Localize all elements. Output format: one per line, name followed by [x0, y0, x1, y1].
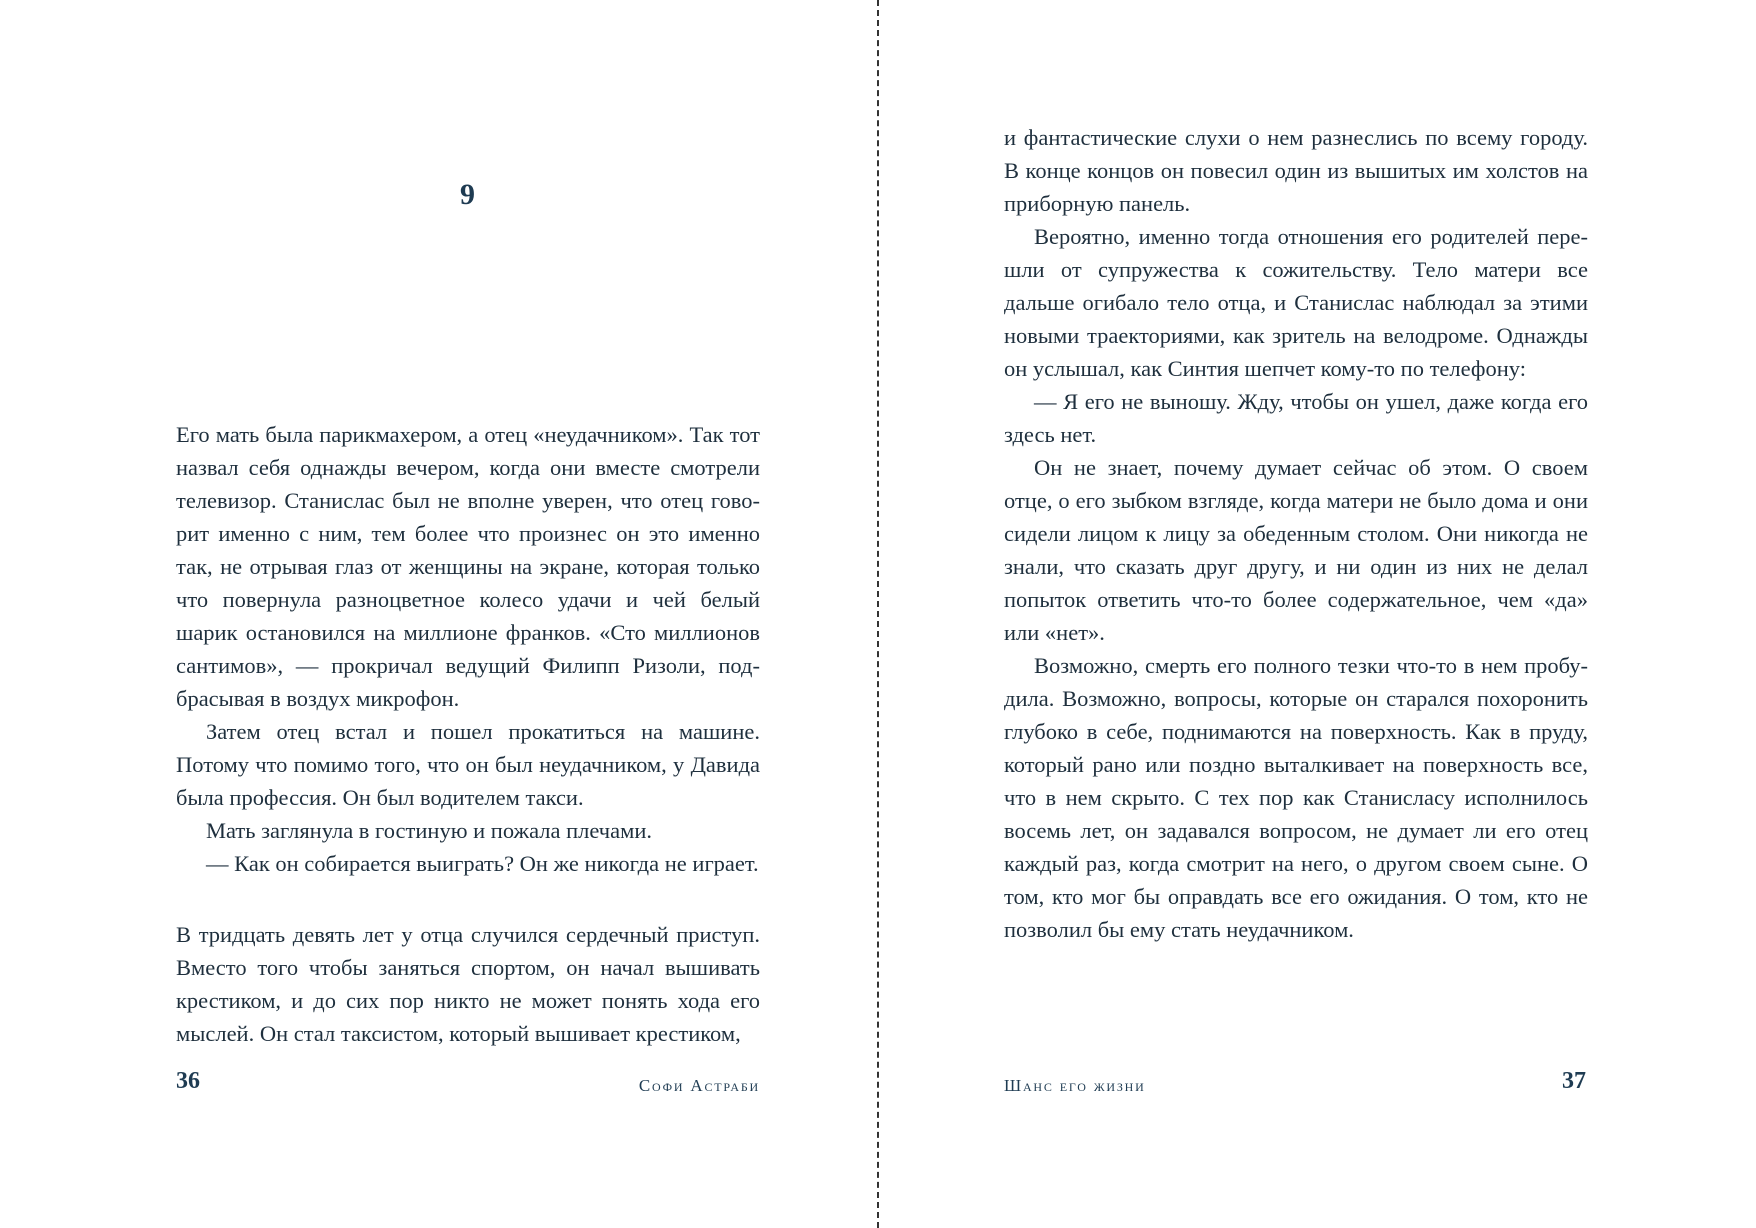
paragraph: Мать заглянула в гостиную и пожала плечами.: [206, 818, 652, 843]
paragraph: и фантастические слухи о нем разнеслись по всему городу. В конце концов он повесил один из вышитых им холстов на приборную панель.: [1004, 125, 1588, 216]
right-text-block: [1004, 121, 1588, 946]
page-number-right: 37: [1562, 1068, 1586, 1094]
left-text-block-2: [176, 918, 760, 1050]
paragraph: Его мать была парикмахером, а отец «неудачником». Так тот назвал себя однажды вечером, когда они вместе смотрели телевизор. Станислас был не вполне уверен, что отец говорит именно с ним, тем более что произнес он это именно так, не отрывая глаз от женщины на экране, которая только что повернула разноцветное колесо удачи и чей белый шарик остановился на миллионе франков. «Сто миллионов сантимов», — прокричал ведущий Филипп Ризоли, подбрасывая в воздух микрофон.: [176, 422, 760, 711]
running-head-title: Шанс его жизни: [1004, 1076, 1146, 1095]
paragraph: Затем отец встал и пошел прокатиться на машине. Потому что помимо того, что он был неудачником, у Давида была профессия. Он был водителем такси.: [176, 719, 760, 810]
paragraph: В тридцать девять лет у отца случился сердечный приступ. Вместо того чтобы заняться спортом, он начал вышивать крестиком, и до сих пор никто не может понять хода его мыслей. Он стал таксистом, который вышивает крестиком,: [176, 922, 760, 1046]
dialogue-line: — Я его не выношу. Жду, чтобы он ушел, даже когда его здесь нет.: [1004, 389, 1588, 447]
page-number-left: 36: [176, 1068, 200, 1094]
left-text-block-1: [176, 418, 760, 880]
chapter-number: 9: [460, 178, 476, 211]
paragraph: Возможно, смерть его полного тезки что-то в нем пробудила. Возможно, вопросы, которые он старался похоронить глубоко в себе, поднимаются на поверхность. Как в пруду, который рано или поздно выталкивает на поверхность все, что в нем скрыто. С тех пор как Станисласу исполнилось восемь лет, он задавался вопросом, не думает ли его отец каждый раз, когда смотрит на него, о другом своем сыне. О том, кто мог бы оправдать все его ожидания. О том, кто не позволил бы ему стать неудачником.: [1004, 653, 1588, 942]
paragraph: Вероятно, именно тогда отношения его родителей перешли от супружества к сожительству. Тело матери все дальше огибало тело отца, и Станислас наблюдал за этими новыми траекториями, как зритель на велодроме. Однажды он услышал, как Синтия шепчет кому-то по телефону:: [1004, 224, 1588, 381]
right-page: [878, 0, 1756, 1228]
running-head-author: Софи Астраби: [638, 1076, 760, 1095]
dialogue-line: — Как он собирается выиграть? Он же никогда не играет.: [206, 851, 759, 876]
paragraph: Он не знает, почему думает сейчас об этом. О своем отце, о его зыбком взгляде, когда матери не было дома и они сидели лицом к лицу за обеденным столом. Они никогда не знали, что сказать друг другу, и ни один из них не делал попыток ответить что-то более содержательное, чем «да» или «нет».: [1004, 455, 1588, 645]
